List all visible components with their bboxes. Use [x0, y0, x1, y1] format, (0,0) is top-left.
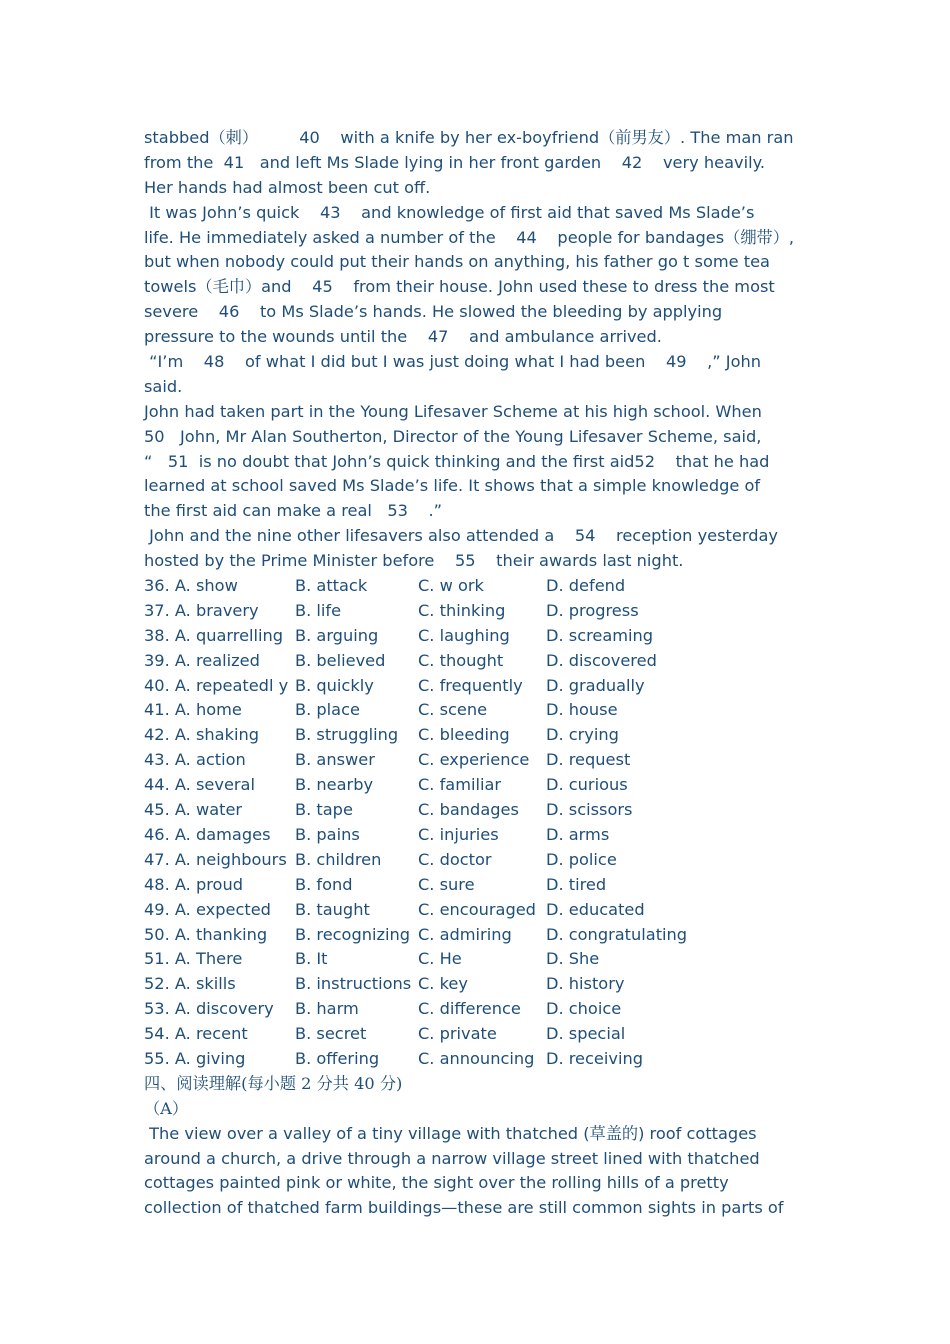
option-c: C. doctor — [418, 849, 492, 869]
option-c: C. thinking — [418, 600, 506, 620]
question-row — [144, 997, 824, 1022]
option-c: C. thought — [418, 650, 504, 670]
option-c: C. frequently — [418, 675, 523, 695]
question-row — [144, 773, 824, 798]
option-a: 46. A. damages — [144, 824, 271, 844]
question-row — [144, 923, 824, 948]
option-d: D. congratulating — [546, 924, 688, 944]
option-d: D. educated — [546, 899, 645, 919]
option-a: 45. A. water — [144, 800, 243, 820]
reading-line: around a church, a drive through a narrow village street lined with thatched — [144, 1148, 760, 1168]
question-row — [144, 748, 824, 773]
option-b: B. recognizing — [295, 924, 411, 944]
option-a: 49. A. expected — [144, 899, 271, 919]
reading-line: cottages painted pink or white, the sight over the rolling hills of a pretty — [144, 1173, 729, 1193]
option-d: D. choice — [546, 999, 622, 1019]
option-d: D. special — [546, 1024, 626, 1044]
section-label: （A） — [144, 1098, 189, 1118]
option-a: 53. A. discovery — [144, 999, 274, 1019]
question-row — [144, 1047, 824, 1072]
option-b: B. fond — [295, 874, 353, 894]
option-d: D. request — [546, 750, 631, 770]
option-d: D. discovered — [546, 650, 657, 670]
passage-line: severe 46 to Ms Slade’s hands. He slowed the bleeding by applying — [144, 302, 723, 322]
option-c: C. admiring — [418, 924, 512, 944]
option-c: C. laughing — [418, 625, 510, 645]
option-a: 52. A. skills — [144, 974, 236, 994]
option-a: 41. A. home — [144, 700, 242, 720]
passage-line: the first aid can make a real 53 .” — [144, 501, 443, 521]
option-b: B. pains — [295, 824, 360, 844]
passage-line: Her hands had almost been cut off. — [144, 177, 431, 197]
cloze-passage — [144, 126, 824, 574]
question-row — [144, 674, 824, 699]
passage-line: 50 John, Mr Alan Southerton, Director of the Young Lifesaver Scheme, said, — [144, 426, 762, 446]
option-a: 50. A. thanking — [144, 924, 268, 944]
question-row — [144, 848, 824, 873]
option-a: 48. A. proud — [144, 874, 243, 894]
passage-line: hosted by the Prime Minister before 55 their awards last night. — [144, 551, 684, 571]
passage-line: It was John’s quick 43 and knowledge of first aid that saved Ms Slade’s — [144, 202, 755, 222]
option-b: B. instructions — [295, 974, 412, 994]
reading-line: collection of thatched farm buildings—these are still common sights in parts of — [144, 1198, 784, 1218]
option-d: D. gradually — [546, 675, 645, 695]
question-row — [144, 698, 824, 723]
question-row — [144, 599, 824, 624]
option-d: D. crying — [546, 725, 619, 745]
option-a: 51. A. There — [144, 949, 243, 969]
passage-line: towels（毛巾）and 45 from their house. John used these to dress the most — [144, 277, 775, 297]
passage-line: pressure to the wounds until the 47 and ambulance arrived. — [144, 327, 662, 347]
option-c: C. bleeding — [418, 725, 510, 745]
option-b: B. believed — [295, 650, 386, 670]
passage-line: said. — [144, 376, 183, 396]
option-d: D. police — [546, 849, 617, 869]
question-row — [144, 947, 824, 972]
question-row — [144, 624, 824, 649]
question-row — [144, 898, 824, 923]
option-d: D. history — [546, 974, 625, 994]
option-c: C. w ork — [418, 576, 484, 596]
option-a: 36. A. show — [144, 576, 238, 596]
option-b: B. offering — [295, 1048, 380, 1068]
option-c: C. injuries — [418, 824, 499, 844]
option-a: 40. A. repeatedl y — [144, 675, 289, 695]
option-a: 55. A. giving — [144, 1048, 246, 1068]
passage-line: from the 41 and left Ms Slade lying in her front garden 42 very heavily. — [144, 152, 765, 172]
question-row — [144, 574, 824, 599]
option-d: D. arms — [546, 824, 610, 844]
option-d: D. scissors — [546, 800, 633, 820]
option-a: 37. A. bravery — [144, 600, 259, 620]
option-c: C. bandages — [418, 800, 519, 820]
question-list — [144, 574, 824, 1072]
passage-line: learned at school saved Ms Slade’s life. It shows that a simple knowledge of — [144, 476, 761, 496]
passage-line: “ 51 is no doubt that John’s quick thinking and the first aid52 that he had — [144, 451, 770, 471]
option-b: B. secret — [295, 1024, 367, 1044]
passage-line: “I’m 48 of what I did but I was just doing what I had been 49 ,” John — [144, 352, 761, 372]
question-row — [144, 873, 824, 898]
option-a: 39. A. realized — [144, 650, 260, 670]
document-content — [144, 126, 824, 1221]
option-d: D. screaming — [546, 625, 654, 645]
option-c: C. He — [418, 949, 462, 969]
option-b: B. arguing — [295, 625, 379, 645]
option-d: D. She — [546, 949, 600, 969]
option-c: C. key — [418, 974, 468, 994]
option-d: D. curious — [546, 775, 628, 795]
option-d: D. progress — [546, 600, 639, 620]
option-b: B. struggling — [295, 725, 399, 745]
option-b: B. attack — [295, 576, 368, 596]
option-c: C. sure — [418, 874, 475, 894]
question-row — [144, 823, 824, 848]
option-b: B. quickly — [295, 675, 374, 695]
option-c: C. scene — [418, 700, 488, 720]
option-c: C. experience — [418, 750, 530, 770]
passage-line: John had taken part in the Young Lifesaver Scheme at his high school. When — [144, 401, 762, 421]
option-d: D. receiving — [546, 1048, 643, 1068]
option-a: 47. A. neighbours — [144, 849, 287, 869]
question-row — [144, 1022, 824, 1047]
option-c: C. encouraged — [418, 899, 536, 919]
question-row — [144, 972, 824, 997]
option-c: C. private — [418, 1024, 497, 1044]
option-b: B. nearby — [295, 775, 374, 795]
option-b: B. taught — [295, 899, 370, 919]
question-row — [144, 798, 824, 823]
option-a: 38. A. quarrelling — [144, 625, 284, 645]
option-a: 44. A. several — [144, 775, 255, 795]
option-a: 42. A. shaking — [144, 725, 259, 745]
option-c: C. familiar — [418, 775, 502, 795]
passage-line: but when nobody could put their hands on anything, his father go t some tea — [144, 252, 770, 272]
option-b: B. children — [295, 849, 382, 869]
option-b: B. tape — [295, 800, 353, 820]
passage-line: stabbed（刺） 40 with a knife by her ex-boyfriend（前男友）. The man ran — [144, 128, 794, 147]
option-d: D. house — [546, 700, 618, 720]
option-d: D. defend — [546, 576, 626, 596]
option-b: B. life — [295, 600, 342, 620]
option-a: 54. A. recent — [144, 1024, 248, 1044]
option-c: C. difference — [418, 999, 521, 1019]
question-row — [144, 649, 824, 674]
passage-line: life. He immediately asked a number of the 44 people for bandages（绷带）, — [144, 227, 795, 247]
section-heading: 四、阅读理解(每小题 2 分共 40 分) — [144, 1073, 403, 1093]
reading-passage — [144, 1122, 824, 1222]
option-b: B. answer — [295, 750, 375, 770]
option-b: B. place — [295, 700, 360, 720]
question-row — [144, 723, 824, 748]
option-b: B. harm — [295, 999, 359, 1019]
option-d: D. tired — [546, 874, 607, 894]
option-b: B. It — [295, 949, 328, 969]
option-c: C. announcing — [418, 1048, 535, 1068]
reading-line: The view over a valley of a tiny village with thatched (草盖的) roof cottages — [144, 1123, 757, 1143]
passage-line: John and the nine other lifesavers also attended a 54 reception yesterday — [144, 526, 779, 546]
option-a: 43. A. action — [144, 750, 246, 770]
